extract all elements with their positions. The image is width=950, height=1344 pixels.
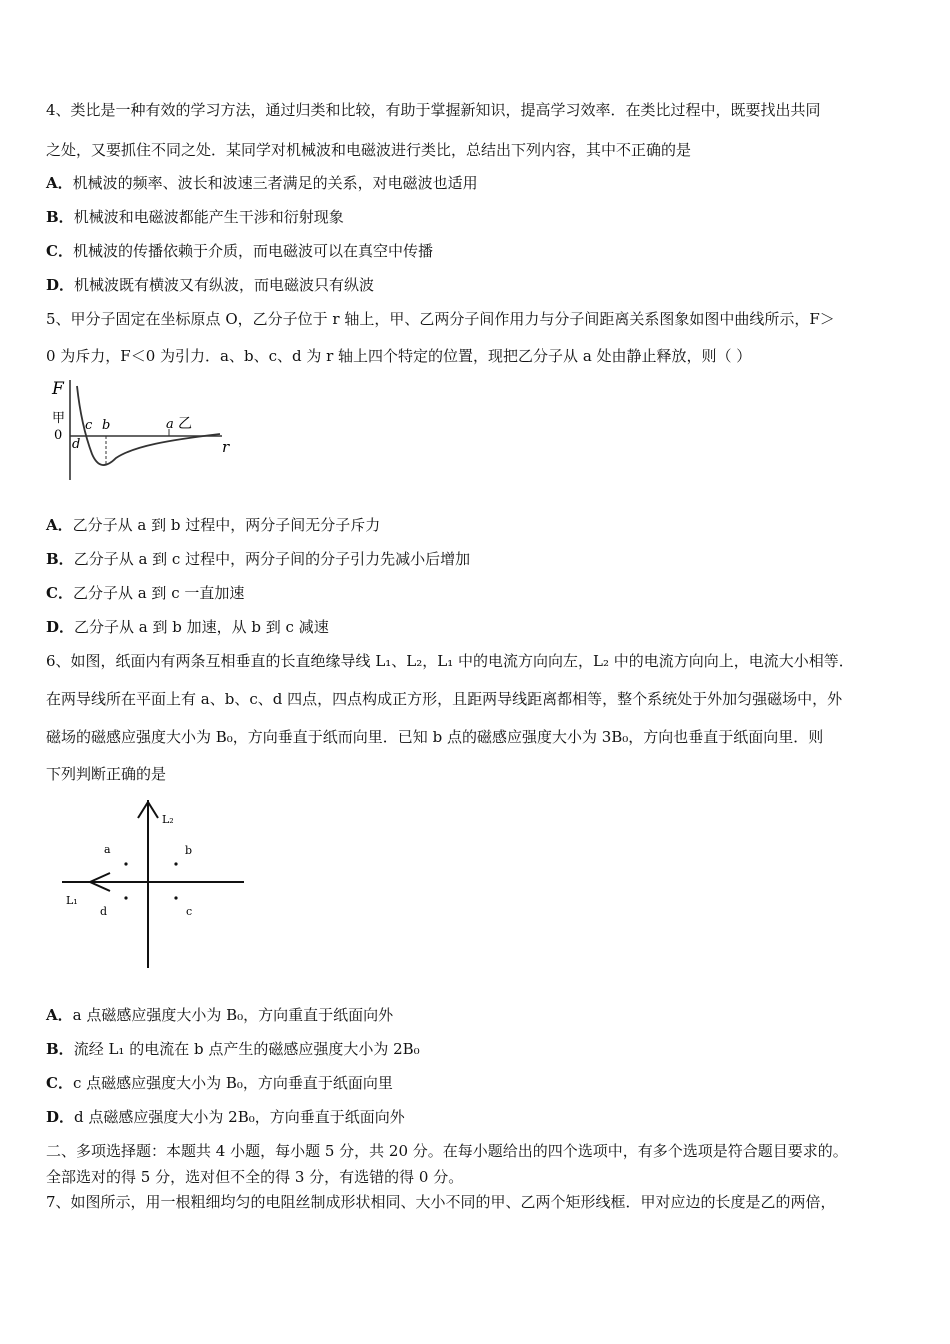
point-d-dot bbox=[124, 896, 127, 899]
option-key: A． bbox=[46, 174, 73, 192]
option-key: B． bbox=[46, 208, 74, 226]
option-text: a 点磁感应强度大小为 B₀，方向重直于纸面向外 bbox=[72, 1006, 394, 1024]
q5-option-b bbox=[46, 549, 470, 569]
point-d-label: d bbox=[72, 437, 81, 452]
q4-stem-line-2: 之处，又要抓住不同之处．某同学对机械波和电磁波进行类比，总结出下列内容，其中不正确的是 bbox=[46, 141, 692, 159]
option-text: 乙分子从 a 到 b 加速，从 b 到 c 减速 bbox=[74, 618, 329, 636]
molecule-jia-label: 甲 bbox=[52, 411, 66, 426]
q4-option-b bbox=[46, 207, 344, 227]
option-text: 机械波的频率、波长和波速三者满足的关系，对电磁波也适用 bbox=[72, 174, 478, 192]
wire-l1-label: L₁ bbox=[66, 894, 78, 907]
option-key: D． bbox=[46, 1108, 75, 1126]
section-2-heading-line-2: 全部选对的得 5 分，选对但不全的得 3 分，有选错的得 0 分。 bbox=[46, 1168, 464, 1186]
point-a-label: a bbox=[104, 843, 111, 856]
origin-label: 0 bbox=[54, 428, 63, 443]
f-axis-label: F bbox=[52, 379, 64, 399]
option-key: C． bbox=[46, 584, 73, 602]
option-key: C． bbox=[46, 242, 73, 260]
option-text: d 点磁感应强度大小为 2B₀，方向垂直于纸面向外 bbox=[74, 1108, 405, 1126]
point-b-label: b bbox=[102, 418, 111, 433]
option-text: 乙分子从 a 到 c 过程中，两分子间的分子引力先减小后增加 bbox=[73, 550, 471, 568]
q4-stem-line-1: 4、类比是一种有效的学习方法，通过归类和比较，有助于掌握新知识，提高学习效率．在类比过程中，既要找出共同 bbox=[46, 101, 821, 119]
q4-option-a bbox=[46, 173, 478, 193]
point-a-dot bbox=[124, 862, 127, 865]
q5-stem-line-1: 5、甲分子固定在坐标原点 O，乙分子位于 r 轴上，甲、乙两分子间作用力与分子间距离关系图象如图中曲线所示，F＞ bbox=[46, 310, 835, 328]
q5-option-d bbox=[46, 617, 329, 637]
point-a-label: a bbox=[166, 417, 174, 432]
section-2-heading-line-1: 二、多项选择题：本题共 4 小题，每小题 5 分，共 20 分。在每小题给出的四个选项中，有多个选项是符合题目要求的。 bbox=[46, 1142, 848, 1160]
option-text: 流经 L₁ 的电流在 b 点产生的磁感应强度大小为 2B₀ bbox=[73, 1040, 420, 1058]
q5-stem-line-2: 0 为斥力，F＜0 为引力．a、b、c、d 为 r 轴上四个特定的位置，现把乙分子从 a 处由静止释放，则（ ） bbox=[46, 347, 752, 365]
q5-option-c bbox=[46, 583, 244, 603]
r-axis-label: r bbox=[222, 438, 230, 456]
q6-stem-line-1: 6、如图，纸面内有两条互相垂直的长直绝缘导线 L₁、L₂，L₁ 中的电流方向向左，L₂ 中的电流方向向上，电流大小相等． bbox=[46, 652, 854, 670]
q6-option-d bbox=[46, 1107, 405, 1127]
option-text: 机械波既有横波又有纵波，而电磁波只有纵波 bbox=[74, 276, 375, 294]
molecular-force-graph bbox=[44, 376, 244, 486]
option-key: A． bbox=[46, 1006, 73, 1024]
q6-stem-line-4: 下列判断正确的是 bbox=[46, 765, 167, 783]
option-key: B． bbox=[46, 550, 74, 568]
q6-stem-line-2: 在两导线所在平面上有 a、b、c、d 四点，四点构成正方形，且距两导线距离都相等，整个系统处于外加匀强磁场中，外 bbox=[46, 690, 843, 708]
q6-stem-line-3: 磁场的磁感应强度大小为 B₀，方向垂直于纸而向里．已知 b 点的磁感应强度大小为 3B₀，方向也垂直于纸面向里．则 bbox=[46, 728, 824, 746]
point-c-dot bbox=[174, 896, 177, 899]
option-text: c 点磁感应强度大小为 B₀，方向垂直于纸面向里 bbox=[72, 1074, 393, 1092]
molecule-yi-label: 乙 bbox=[178, 416, 192, 432]
option-text: 乙分子从 a 到 c 一直加速 bbox=[72, 584, 245, 602]
option-key: B． bbox=[46, 1040, 74, 1058]
option-text: 机械波和电磁波都能产生干涉和衍射现象 bbox=[73, 208, 344, 226]
option-key: D． bbox=[46, 618, 75, 636]
q4-option-d bbox=[46, 275, 374, 295]
q7-stem-line-1: 7、如图所示，用一根粗细均匀的电阻丝制成形状相同、大小不同的甲、乙两个矩形线框．甲对应边的长度是乙的两倍， bbox=[46, 1193, 836, 1211]
wire-l2-label: L₂ bbox=[162, 813, 174, 826]
point-b-dot bbox=[174, 862, 177, 865]
point-c-label: c bbox=[186, 905, 193, 918]
q6-option-a bbox=[46, 1005, 393, 1025]
q6-option-c bbox=[46, 1073, 393, 1093]
point-b-label: b bbox=[185, 844, 193, 857]
force-curve bbox=[77, 386, 220, 465]
point-c-label: c bbox=[85, 418, 93, 433]
option-key: D． bbox=[46, 276, 75, 294]
point-d-label: d bbox=[100, 905, 108, 918]
option-key: A． bbox=[46, 516, 73, 534]
q5-option-a bbox=[46, 515, 380, 535]
wires-figure bbox=[58, 796, 253, 972]
q6-option-b bbox=[46, 1039, 420, 1059]
option-text: 乙分子从 a 到 b 过程中，两分子间无分子斥力 bbox=[72, 516, 381, 534]
q4-option-c bbox=[46, 241, 433, 261]
option-key: C． bbox=[46, 1074, 73, 1092]
option-text: 机械波的传播依赖于介质，而电磁波可以在真空中传播 bbox=[72, 242, 433, 260]
